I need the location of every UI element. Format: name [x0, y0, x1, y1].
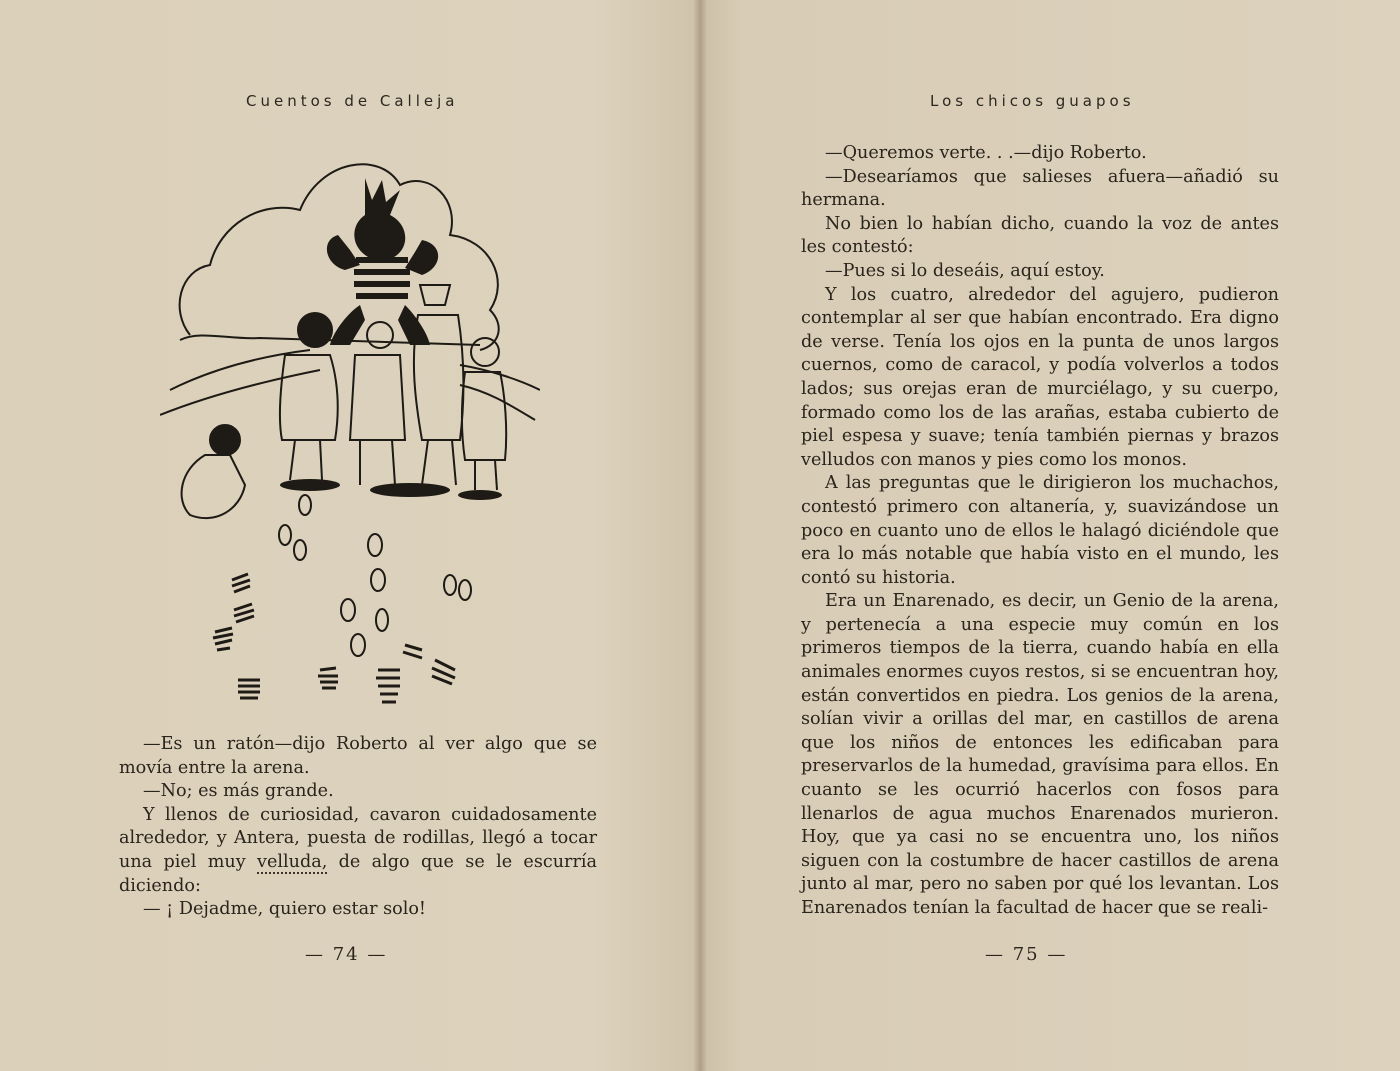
paragraph: —Desearíamos que salieses afuera—añadió su hermana. — [801, 166, 1279, 211]
paragraph: —Es un ratón—dijo Roberto al ver algo que se movía entre la arena. — [119, 734, 597, 778]
paragraph: No bien lo habían dicho, cuando la voz de antes les contestó: — [801, 213, 1279, 258]
left-body-text — [119, 733, 597, 922]
right-page — [700, 0, 1400, 1071]
paragraph: — ¡ Dejadme, quiero estar solo! — [143, 899, 426, 920]
paragraph: Y los cuatro, alrededor del agujero, pudieron contemplar al ser que habían encontrado. Era digno de verse. Tenía los ojos en la punta de unos largos cuernos, como de caracol, y podía volverlos a todos lados; sus orejas eran de murciélago, y su cuerpo, formado como los de las arañas, estaba cubierto de piel espesa y suave; tenía también piernas y brazos velludos con manos y pies como los monos. — [801, 284, 1279, 470]
sand-fairy-illustration — [160, 140, 540, 720]
right-body-text — [801, 142, 1279, 921]
page-number-left: — 74 — — [305, 944, 388, 965]
running-head-right: Los chicos guapos — [930, 92, 1135, 110]
text-run: Y llenos de curiosidad, cavaron cuidadosamente alrededor, y Antera, puesta de rodillas, llegó a tocar una piel muy — [119, 804, 597, 872]
page-number-right: — 75 — — [985, 944, 1068, 965]
book-gutter — [693, 0, 707, 1071]
paragraph: A las preguntas que le dirigieron los muchachos, contestó primero con altanería, y, suavizándose un poco en cuanto uno de ellos le halagó diciéndole que era lo más notable que había visto en el mundo, les contó su historia. — [801, 473, 1279, 588]
running-head-left: Cuentos de Calleja — [246, 92, 459, 110]
paragraph: Era un Enarenado, es decir, un Genio de la arena, y pertenecía a una especie muy común en los primeros tiempos de la tierra, cuando había en ella animales enormes cuyos restos, si se encuentran hoy, están convertidos en piedra. Los genios de la arena, solían vivir a orillas del mar, en castillos de arena que los niños de entonces les edificaban para preservarlos de la humedad, gravísima para ellos. En cuanto se les ocurrió hacerlos con fosos para llenarlos de agua muchos Enarenados murieron. Hoy, que ya casi no se encuentra uno, los niños siguen con la costumbre de hacer castillos de arena junto al mar, pero no saben por qué los levantan. Los Enarenados tenían la facultad de hacer que se reali- — [801, 591, 1279, 918]
text-run: de algo que se le escurría diciendo: — [119, 851, 597, 896]
dotted-underlined-word: velluda, — [257, 851, 328, 872]
paragraph: —Pues si lo deseáis, aquí estoy. — [825, 260, 1105, 281]
paragraph: —No; es más grande. — [143, 781, 334, 802]
paragraph — [119, 804, 597, 898]
paragraph: —Queremos verte. . .—dijo Roberto. — [825, 143, 1147, 163]
